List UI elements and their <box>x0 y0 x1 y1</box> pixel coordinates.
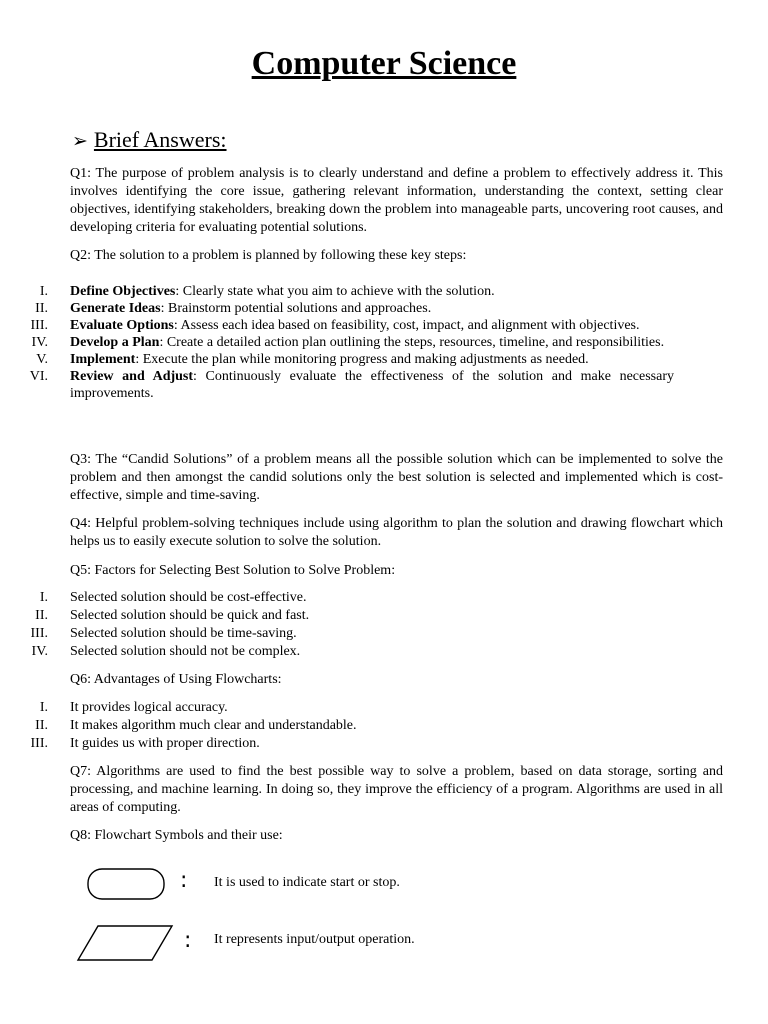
parallelogram-io-icon <box>76 925 174 961</box>
q1-paragraph: Q1: The purpose of problem analysis is to clearly understand and define a problem to effectively address it. This involves identifying the core issue, gathering relevant information, understanding the context, setting clear objectives, identifying stakeholders, breaking down the problem into manageable parts, uncovering root causes, and developing criteria for evaluating potential solutions. <box>70 166 723 235</box>
list-item: III. Selected solution should be time-saving. <box>30 626 297 641</box>
symbol-description: It represents input/output operation. <box>214 932 415 947</box>
q6-advantages-list <box>0 699 768 753</box>
list-item: II. It makes algorithm much clear and understandable. <box>35 718 357 733</box>
symbol-description: It is used to indicate start or stop. <box>214 875 400 890</box>
flowchart-symbol-row <box>0 864 768 904</box>
list-item: I. Selected solution should be cost-effective. <box>39 590 307 605</box>
q7-paragraph: Q7: Algorithms are used to find the best possible way to solve a problem, based on data storage, sorting and processing, and machine learning. In doing so, they improve the efficiency of a program. Algorithms are used in all areas of computing. <box>70 764 723 815</box>
q5-paragraph: Q5: Factors for Selecting Best Solution to Solve Problem: <box>70 563 396 578</box>
q5-factors-list <box>0 589 768 661</box>
list-item: III. It guides us with proper direction. <box>30 736 260 751</box>
list-item: II. Generate Ideas: Brainstorm potential solutions and approaches. <box>35 301 432 316</box>
list-item: II. Selected solution should be quick and fast. <box>35 608 310 623</box>
list-item: VI. Review and Adjust: Continuously evaluate the effectiveness of the solution and make necessary improvements. <box>29 369 674 401</box>
list-item: III. Evaluate Options: Assess each idea based on feasibility, cost, impact, and alignment with objectives. <box>30 318 640 333</box>
q4-paragraph: Q4: Helpful problem-solving techniques include using algorithm to plan the solution and drawing flowchart which helps us to easily execute solution to solve the solution. <box>70 516 723 549</box>
separator-colon: : <box>184 928 192 953</box>
flowchart-symbol-row <box>0 922 768 962</box>
q2-paragraph: Q2: The solution to a problem is planned by following these key steps: <box>70 248 467 263</box>
q2-steps-list <box>0 283 768 402</box>
list-item: IV. Develop a Plan: Create a detailed action plan outlining the steps, resources, timeline, and responsibilities. <box>31 335 665 350</box>
q6-paragraph: Q6: Advantages of Using Flowcharts: <box>70 672 282 687</box>
list-item: I. It provides logical accuracy. <box>39 700 228 715</box>
arrow-bullet-icon: ➢ <box>72 130 88 152</box>
list-item: V. Implement: Execute the plan while monitoring progress and making adjustments as needed. <box>36 352 589 367</box>
terminal-oval-icon <box>87 868 165 900</box>
separator-colon: : <box>180 868 188 893</box>
section-heading-text: Brief Answers: <box>93 127 227 152</box>
page-title: Computer Science <box>251 45 517 82</box>
q3-paragraph: Q3: The “Candid Solutions” of a problem means all the possible solution which can be implemented to solve the problem and then amongst the candid solutions only the best solution is selected and implemented which is cost-effective, simple and time-saving. <box>70 452 723 503</box>
list-item: I. Define Objectives: Clearly state what you aim to achieve with the solution. <box>39 284 495 299</box>
q8-paragraph: Q8: Flowchart Symbols and their use: <box>70 828 283 843</box>
list-item: IV. Selected solution should not be complex. <box>31 644 301 659</box>
section-heading <box>72 126 227 155</box>
